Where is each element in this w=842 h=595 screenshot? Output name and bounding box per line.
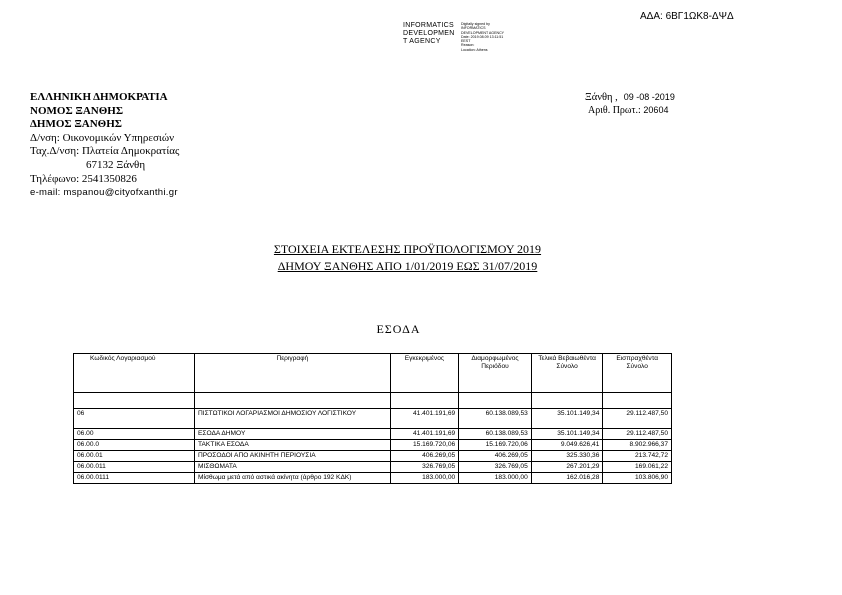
municipality-heading: ΔΗΜΟΣ ΞΑΝΘΗΣ	[30, 118, 122, 131]
section-heading: ΕΣΟΔΑ	[376, 322, 421, 336]
table-row: 06.00.0111 Μίσθωμα μετά από αστικά ακίνητα (άρθρο 192 ΚΔΚ) 183.000,00 183.000,00 162.016,28 103.806,90	[74, 473, 672, 484]
republic-heading: ΕΛΛΗΝΙΚΗ ΔΗΜΟΚΡΑΤΙΑ	[30, 91, 168, 103]
header-certified: Τελικά Βεβαιωθέντα Σύνολο	[531, 354, 603, 393]
table-header-row	[74, 354, 672, 393]
header-approved: Εγκεκριμένος	[390, 354, 459, 393]
table-row: 06.00.011 ΜΙΣΘΩΜΑΤΑ 326.769,05 326.769,05 267.201,29 169.061,22	[74, 462, 672, 473]
header-adjusted: Διαμορφωμένος Περιόδου	[459, 354, 532, 393]
directorate: Δ/νση: Οικονομικών Υπηρεσιών	[30, 131, 175, 144]
header-collected: Εισπραχθέντα Σύνολο	[603, 354, 672, 393]
document-date: 09 -08 -2019	[623, 92, 675, 102]
postcode-city: 67132 Ξάνθη	[86, 158, 146, 171]
report-title-line2: ΔΗΜΟΥ ΞΑΝΘΗΣ ΑΠΟ 1/01/2019 ΕΩΣ 31/07/2019	[277, 259, 538, 273]
revenue-table	[73, 353, 672, 484]
header-description: Περιγραφή	[195, 354, 391, 393]
email: e-mail: mspanou@cityofxanthi.gr	[30, 187, 178, 199]
table-row: 06.00.01 ΠΡΟΣΟΔΟΙ ΑΠΟ ΑΚΙΝΗΤΗ ΠΕΡΙΟΥΣΙΑ 406.269,05 406.269,05 325.330,36 213.742,72	[74, 451, 672, 462]
phone: Τηλέφωνο: 2541350826	[30, 172, 137, 185]
place-date-block	[585, 91, 675, 117]
report-title-line1: ΣΤΟΙΧΕΙΑ ΕΚΤΕΛΕΣΗΣ ΠΡΟΫΠΟΛΟΓΙΣΜΟΥ 2019	[273, 242, 542, 256]
protocol-label: Αριθ. Πρωτ.:	[588, 105, 641, 116]
ada-code: ΑΔΑ: 6ΒΓ1ΩΚ8-ΔΨΔ	[640, 11, 734, 22]
sender-block	[30, 91, 179, 200]
address: Ταχ.Δ/νση: Πλατεία Δημοκρατίας	[30, 145, 180, 158]
table-row: 06.00 ΕΣΟΔΑ ΔΗΜΟΥ 41.401.191,69 60.138.089,53 35.101.149,34 29.112.487,50	[74, 429, 672, 440]
prefecture-heading: ΝΟΜΟΣ ΞΑΝΘΗΣ	[30, 104, 124, 117]
place: Ξάνθη ,	[585, 92, 618, 103]
agency-logo-text: INFORMATICS DEVELOPMEN T AGENCY	[403, 22, 455, 45]
table-row: 06.00.0 ΤΑΚΤΙΚΑ ΕΣΟΔΑ 15.169.720,06 15.169.720,06 9.049.626,41 8.902.966,37	[74, 440, 672, 451]
signature-details: Digitally signed by INFORMATICS DEVELOPMENT AGENCY Date: 2019.08.09 13:11:51 EEST Reason: Location: Athens	[461, 22, 505, 52]
protocol-number: 20604	[643, 105, 669, 115]
spacer-row	[74, 393, 672, 409]
header-account-code: Κωδικός Λογαριασμού	[74, 354, 195, 393]
table-row: 06 ΠΙΣΤΩΤΙΚΟΙ ΛΟΓΑΡΙΑΣΜΟΙ ΔΗΜΟΣΙΟΥ ΛΟΓΙΣΤΙΚΟΥ 41.401.191,69 60.138.089,53 35.101.149,34 29.112.487,50	[74, 409, 672, 429]
